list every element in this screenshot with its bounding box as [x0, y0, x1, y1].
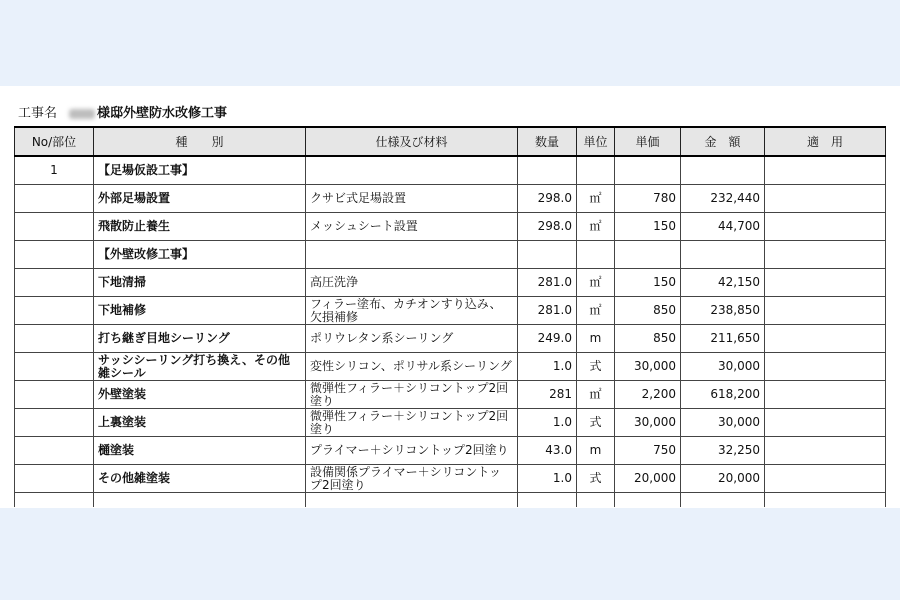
- cell-price: 30,000: [615, 353, 681, 381]
- cell-amount: 30,000: [681, 409, 765, 437]
- cell-price: 20,000: [615, 465, 681, 493]
- cell-note: [765, 353, 886, 381]
- cell-unit: ㎡: [577, 297, 615, 325]
- cell-spec: 設備関係プライマー＋シリコントップ2回塗り: [306, 465, 518, 493]
- table-row: [15, 297, 886, 325]
- cell-price: 850: [615, 325, 681, 353]
- table-row: [15, 213, 886, 241]
- cell-spec: 高圧洗浄: [306, 269, 518, 297]
- cell-note: [765, 409, 886, 437]
- table-row: [15, 156, 886, 185]
- header-spec: 仕様及び材料: [306, 127, 518, 156]
- project-name: 様邸外壁防水改修工事: [97, 106, 228, 121]
- header-no: No/部位: [15, 127, 94, 156]
- header-unit: 単位: [577, 127, 615, 156]
- table-row: [15, 353, 886, 381]
- cell-unit: ㎡: [577, 185, 615, 213]
- estimate-sheet: [0, 86, 900, 508]
- redacted-client-name: [69, 109, 95, 119]
- cell-qty: 281.0: [518, 269, 577, 297]
- cell-amount: 44,700: [681, 213, 765, 241]
- cell-spec: クサビ式足場設置: [306, 185, 518, 213]
- cell-qty: 298.0: [518, 213, 577, 241]
- cell-blank: [94, 493, 306, 508]
- header-amount: 金 額: [681, 127, 765, 156]
- cell-amount: 618,200: [681, 381, 765, 409]
- cell-blank: [306, 493, 518, 508]
- cell-blank: [15, 493, 94, 508]
- cell-blank: [765, 493, 886, 508]
- cell-no: 1: [15, 156, 94, 185]
- cell-qty: 1.0: [518, 353, 577, 381]
- cell-qty: 1.0: [518, 409, 577, 437]
- cell-no: [15, 213, 94, 241]
- cell-note: [765, 465, 886, 493]
- estimate-table: [14, 126, 886, 507]
- cell-item: 下地補修: [94, 297, 306, 325]
- cell-item: 打ち継ぎ目地シーリング: [94, 325, 306, 353]
- cell-unit: m: [577, 325, 615, 353]
- cell-unit: ㎡: [577, 213, 615, 241]
- cell-no: [15, 325, 94, 353]
- cell-amount: 20,000: [681, 465, 765, 493]
- cell-spec: メッシュシート設置: [306, 213, 518, 241]
- table-row: [15, 269, 886, 297]
- table-row: [15, 465, 886, 493]
- cell-note: [765, 437, 886, 465]
- cell-no: [15, 185, 94, 213]
- cell-price: [615, 241, 681, 269]
- cell-price: 2,200: [615, 381, 681, 409]
- table-row: [15, 185, 886, 213]
- cell-note: [765, 297, 886, 325]
- cell-qty: 43.0: [518, 437, 577, 465]
- cell-note: [765, 381, 886, 409]
- cell-note: [765, 156, 886, 185]
- cell-no: [15, 353, 94, 381]
- cell-note: [765, 185, 886, 213]
- cell-item: サッシシーリング打ち換え、その他雑シール: [94, 353, 306, 381]
- cell-no: [15, 465, 94, 493]
- table-row: [15, 241, 886, 269]
- cell-item: 外部足場設置: [94, 185, 306, 213]
- cell-price: 850: [615, 297, 681, 325]
- cell-price: 780: [615, 185, 681, 213]
- cell-spec: 微弾性フィラー＋シリコントップ2回塗り: [306, 381, 518, 409]
- cell-blank: [518, 493, 577, 508]
- header-row: [15, 127, 886, 156]
- project-label: 工事名: [18, 106, 58, 121]
- cell-qty: [518, 241, 577, 269]
- cell-unit: 式: [577, 353, 615, 381]
- cell-price: 150: [615, 213, 681, 241]
- cell-no: [15, 437, 94, 465]
- cell-amount: [681, 241, 765, 269]
- cell-qty: [518, 156, 577, 185]
- cell-unit: m: [577, 437, 615, 465]
- cell-item: 【足場仮設工事】: [94, 156, 306, 185]
- table-body: [15, 156, 886, 507]
- cell-qty: 1.0: [518, 465, 577, 493]
- cell-item: その他雑塗装: [94, 465, 306, 493]
- cell-qty: 281: [518, 381, 577, 409]
- cell-amount: 32,250: [681, 437, 765, 465]
- cell-note: [765, 325, 886, 353]
- cell-amount: 30,000: [681, 353, 765, 381]
- cell-spec: ポリウレタン系シーリング: [306, 325, 518, 353]
- table-row: [15, 325, 886, 353]
- header-qty: 数量: [518, 127, 577, 156]
- table-row: [15, 381, 886, 409]
- cell-amount: [681, 156, 765, 185]
- cell-qty: 249.0: [518, 325, 577, 353]
- table-row: [15, 409, 886, 437]
- cell-spec: 微弾性フィラー＋シリコントップ2回塗り: [306, 409, 518, 437]
- cell-no: [15, 241, 94, 269]
- header-note: 適 用: [765, 127, 886, 156]
- cell-item: 上裏塗装: [94, 409, 306, 437]
- cell-spec: [306, 241, 518, 269]
- cell-no: [15, 297, 94, 325]
- cell-unit: 式: [577, 465, 615, 493]
- table-row: [15, 437, 886, 465]
- header-type: 種 別: [94, 127, 306, 156]
- project-title: [18, 102, 227, 121]
- cell-unit: ㎡: [577, 381, 615, 409]
- cell-qty: 298.0: [518, 185, 577, 213]
- cell-item: 【外壁改修工事】: [94, 241, 306, 269]
- cell-blank: [615, 493, 681, 508]
- cell-no: [15, 269, 94, 297]
- cell-item: 飛散防止養生: [94, 213, 306, 241]
- cell-amount: 42,150: [681, 269, 765, 297]
- cell-unit: [577, 241, 615, 269]
- cell-qty: 281.0: [518, 297, 577, 325]
- cell-amount: 211,650: [681, 325, 765, 353]
- cell-note: [765, 213, 886, 241]
- cell-unit: ㎡: [577, 269, 615, 297]
- cell-spec: プライマー＋シリコントップ2回塗り: [306, 437, 518, 465]
- cell-unit: 式: [577, 409, 615, 437]
- cell-item: 外壁塗装: [94, 381, 306, 409]
- header-price: 単価: [615, 127, 681, 156]
- cell-amount: 238,850: [681, 297, 765, 325]
- cell-price: 150: [615, 269, 681, 297]
- cell-spec: フィラー塗布、カチオンすり込み、欠損補修: [306, 297, 518, 325]
- cell-item: 樋塗装: [94, 437, 306, 465]
- cell-price: 750: [615, 437, 681, 465]
- cell-spec: [306, 156, 518, 185]
- cell-spec: 変性シリコン、ポリサル系シーリング: [306, 353, 518, 381]
- cell-no: [15, 381, 94, 409]
- table-row-blank: [15, 493, 886, 508]
- cell-note: [765, 269, 886, 297]
- cell-note: [765, 241, 886, 269]
- cell-amount: 232,440: [681, 185, 765, 213]
- cell-blank: [577, 493, 615, 508]
- cell-price: [615, 156, 681, 185]
- cell-item: 下地清掃: [94, 269, 306, 297]
- cell-unit: [577, 156, 615, 185]
- cell-blank: [681, 493, 765, 508]
- cell-price: 30,000: [615, 409, 681, 437]
- cell-no: [15, 409, 94, 437]
